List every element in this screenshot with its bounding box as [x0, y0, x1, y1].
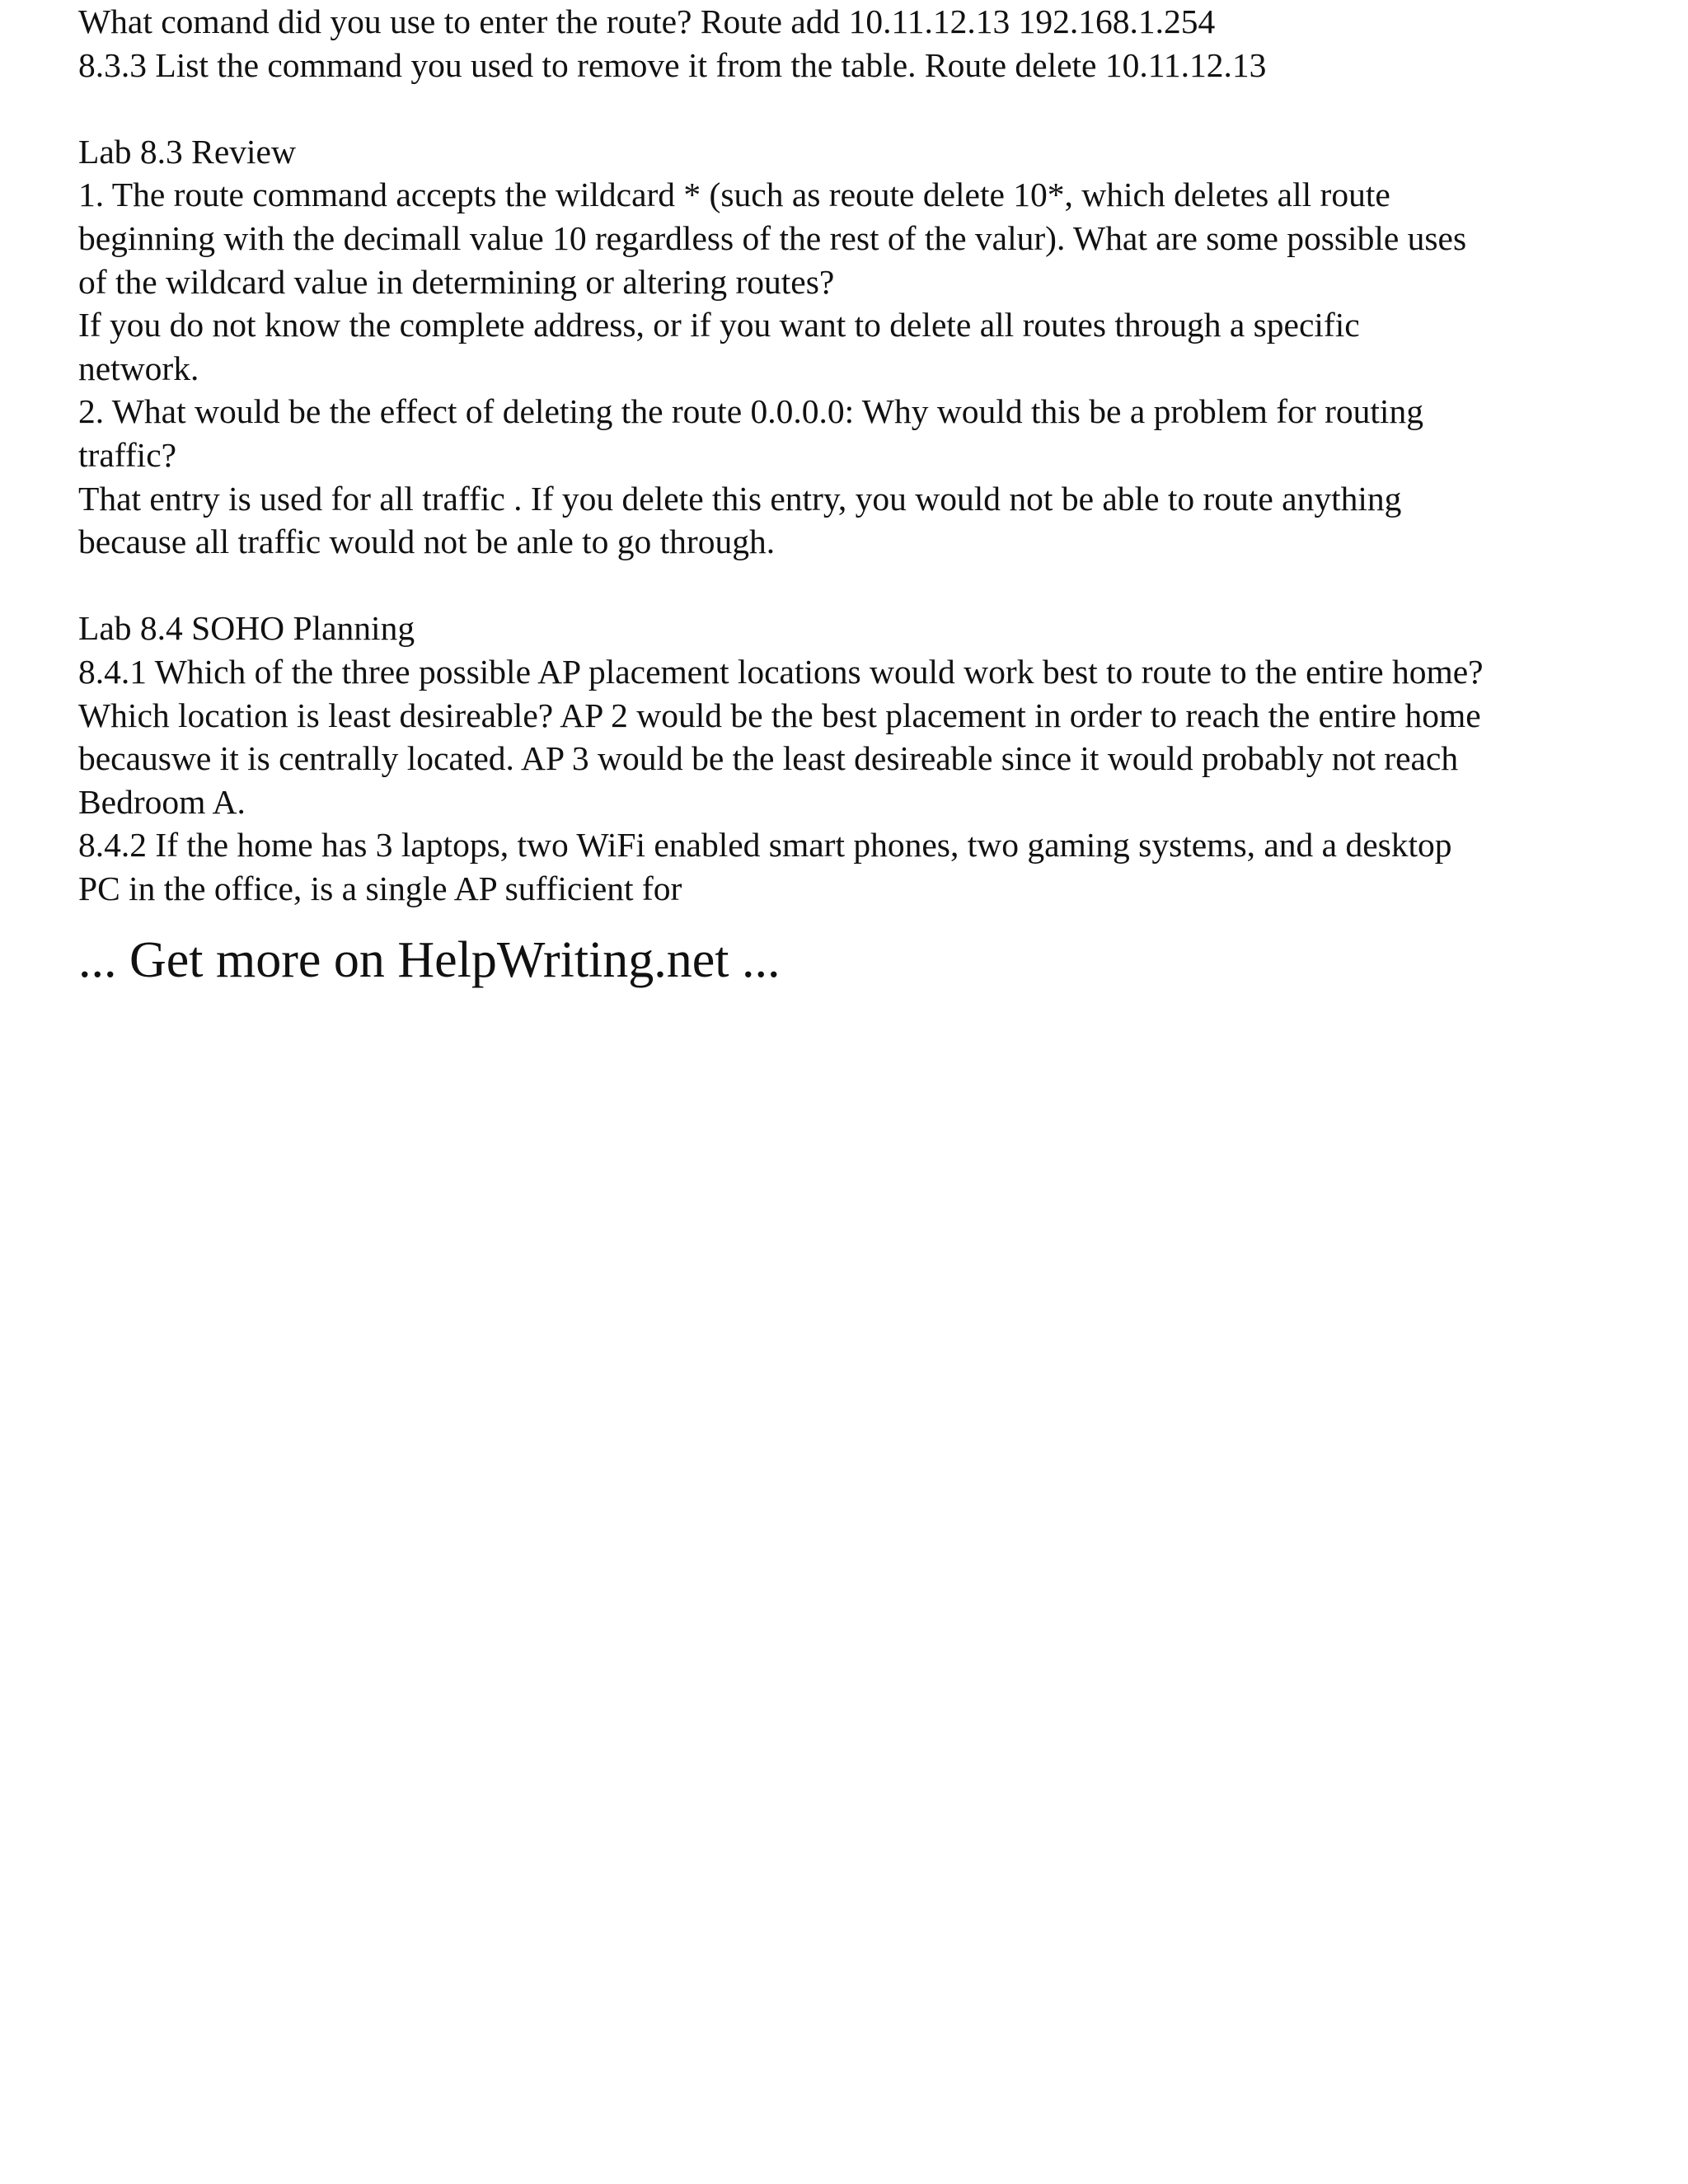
text-line: 8.4.1 Which of the three possible AP placement locations would work best to route to the entire home?: [78, 652, 1484, 691]
text-line: That entry is used for all traffic . If you delete this entry, you would not be able to route anything: [78, 479, 1402, 518]
get-more-link[interactable]: ... Get more on HelpWriting.net ...: [78, 932, 781, 989]
soho-section: [78, 607, 1661, 910]
text-line: Bedroom A.: [78, 782, 246, 821]
section-heading: Lab 8.3 Review: [78, 132, 296, 171]
text-line: Which location is least desireable? AP 2 would be the best placement in order to reach the entire home: [78, 696, 1481, 734]
document-page: [78, 0, 1661, 989]
paragraph-gap: [78, 564, 1661, 607]
text-line: 8.3.3 List the command you used to remove it from the table. Route delete 10.11.12.13: [78, 45, 1267, 84]
text-line: PC in the office, is a single AP sufficient for: [78, 869, 682, 907]
text-line: What comand did you use to enter the route? Route add 10.11.12.13 192.168.1.254: [78, 2, 1216, 40]
paragraph-gap: [78, 87, 1661, 130]
text-line: 8.4.2 If the home has 3 laptops, two WiFi enabled smart phones, two gaming systems, and a desktop: [78, 826, 1452, 865]
intro-block: [78, 0, 1661, 87]
text-line: traffic?: [78, 435, 177, 474]
text-line: beginning with the decimall value 10 regardless of the rest of the valur). What are some possible uses: [78, 218, 1467, 257]
section-heading: Lab 8.4 SOHO Planning: [78, 609, 415, 648]
text-line: 1. The route command accepts the wildcard * (such as reoute delete 10*, which deletes all route: [78, 176, 1390, 214]
text-line: If you do not know the complete address, or if you want to delete all routes through a specific: [78, 306, 1360, 344]
text-line: network.: [78, 349, 199, 387]
text-line: because all traffic would not be anle to go through.: [78, 523, 776, 561]
text-line: of the wildcard value in determining or altering routes?: [78, 262, 835, 301]
text-line: becauswe it is centrally located. AP 3 would be the least desireable since it would probably not reach: [78, 739, 1459, 778]
text-line: 2. What would be the effect of deleting the route 0.0.0.0: Why would this be a problem for routing: [78, 392, 1423, 431]
review-section: [78, 130, 1661, 564]
